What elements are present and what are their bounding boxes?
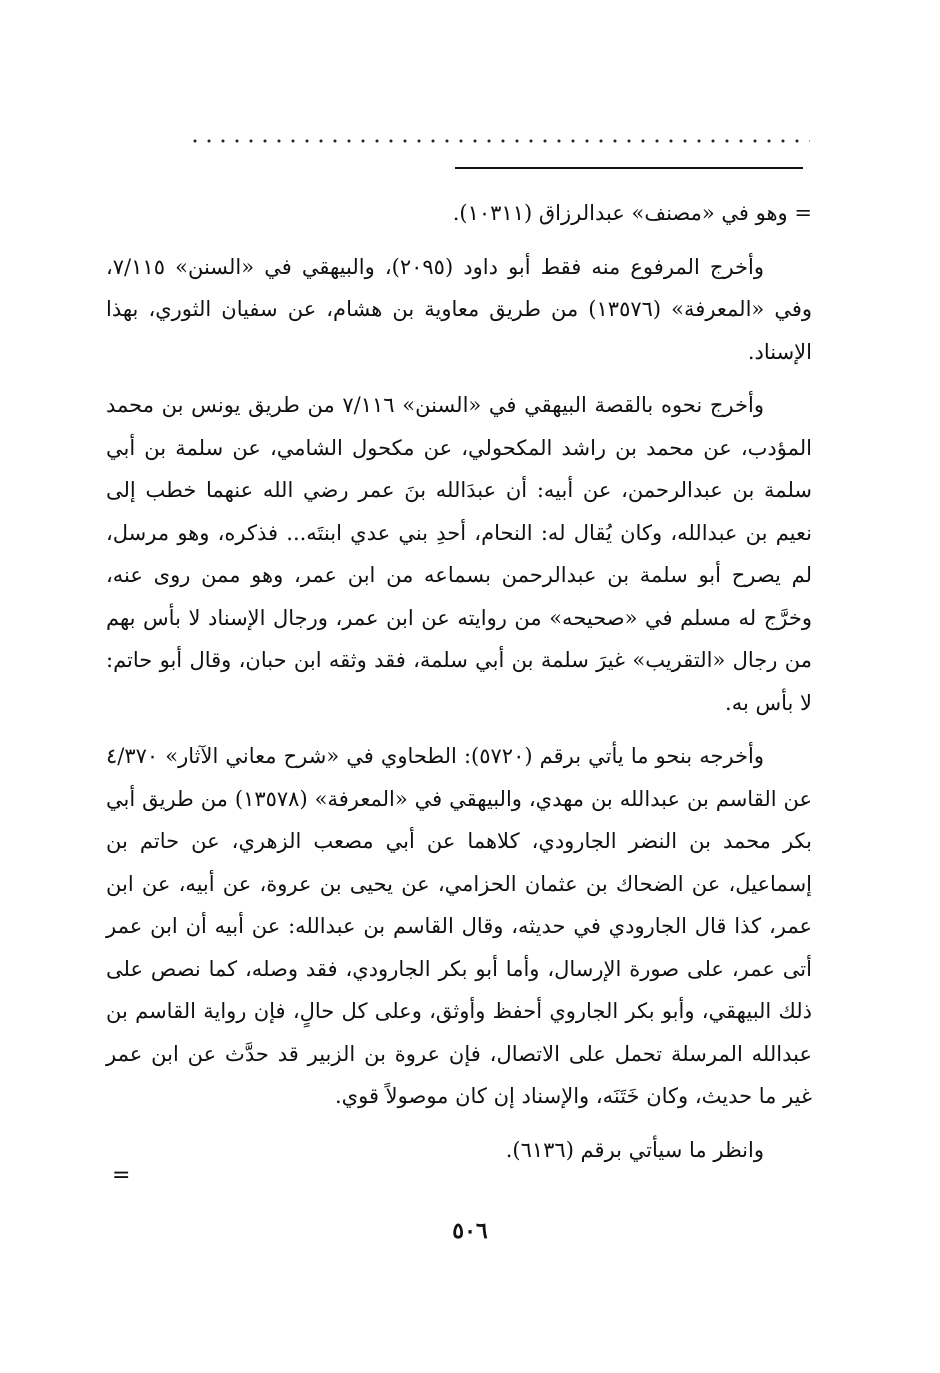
footnote-paragraph-5: وانظر ما سيأتي برقم (٦١٣٦). — [505, 1137, 764, 1162]
footnote-paragraph-2: وأخرج المرفوع منه فقط أبو داود (٢٠٩٥)، والبيهقي في «السنن» ٧/١١٥، وفي «المعرفة» (١٣٥٧٦) من طريق معاوية بن هشام، عن سفيان الثوري، بهذا الإسناد. — [106, 254, 813, 364]
page-number: ٥٠٦ — [452, 1218, 488, 1244]
dotted-separator — [188, 136, 810, 146]
footnote-paragraph-1 — [106, 192, 812, 235]
footnote-paragraph-3: وأخرج نحوه بالقصة البيهقي في «السنن» ٧/١١٦ من طريق يونس بن محمد المؤدب، عن محمد بن راشد المكحولي، عن مكحول الشامي، عن سلمة بن أبي سلمة بن عبدالرحمن، عن أبيه: أن عبدَالله بنَ عمر رضي الله عنهما خطب إلى نعيم بن عبدالله، وكان يُقال له: النحام، أحدِ بني عدي ابنتَه... فذكره، وهو مرسل، لم يصرح أبو سلمة بن عبدالرحمن بسماعه من ابن عمر، وهو ممن روى عنه، وخرَّج له مسلم في «صحيحه» من روايته عن ابن عمر، ورجال الإسناد لا بأس بهم من رجال «التقريب» غيرَ سلمة بن أبي سلمة، فقد وثقه ابن حبان، وقال أبو حاتم: لا بأس به. — [106, 393, 812, 715]
footnote-text: وهو في «مصنف» عبدالرزاق (١٠٣١١). — [452, 201, 788, 225]
footnote-paragraph-4: وأخرجه بنحو ما يأتي برقم (٥٧٢٠): الطحاوي في «شرح معاني الآثار» ٤/٣٧٠ عن القاسم بن عبدالله بن مهدي، والبيهقي في «المعرفة» (١٣٥٧٨) من طريق أبي بكر محمد بن النضر الجارودي، كلاهما عن أبي مصعب الزهري، عن حاتم بن إسماعيل، عن الضحاك بن عثمان الحزامي، عن يحيى بن عروة، عن أبيه، عن ابن عمر، كذا قال الجارودي في حديثه، وقال القاسم بن عبدالله: عن أبيه أن ابن عمر أتى عمر، على صورة الإرسال، وأما أبو بكر الجارودي، فقد وصله، كما نصص على ذلك البيهقي، وأبو بكر الجاروي أحفظ وأوثق، وعلى كل حالٍ، فإن رواية القاسم بن عبدالله المرسلة تحمل على الاتصال، فإن عروة بن الزبير قد حدَّث عن ابن عمر غير ما حديث، وكان خَتَنَه، والإسناد إن كان موصولاً قوي. — [106, 744, 812, 1108]
continuation-marker: = — [794, 201, 812, 225]
trailing-continuation-marker: = — [112, 1163, 131, 1188]
footnote-rule — [455, 167, 803, 169]
footnotes-block — [106, 192, 812, 1182]
